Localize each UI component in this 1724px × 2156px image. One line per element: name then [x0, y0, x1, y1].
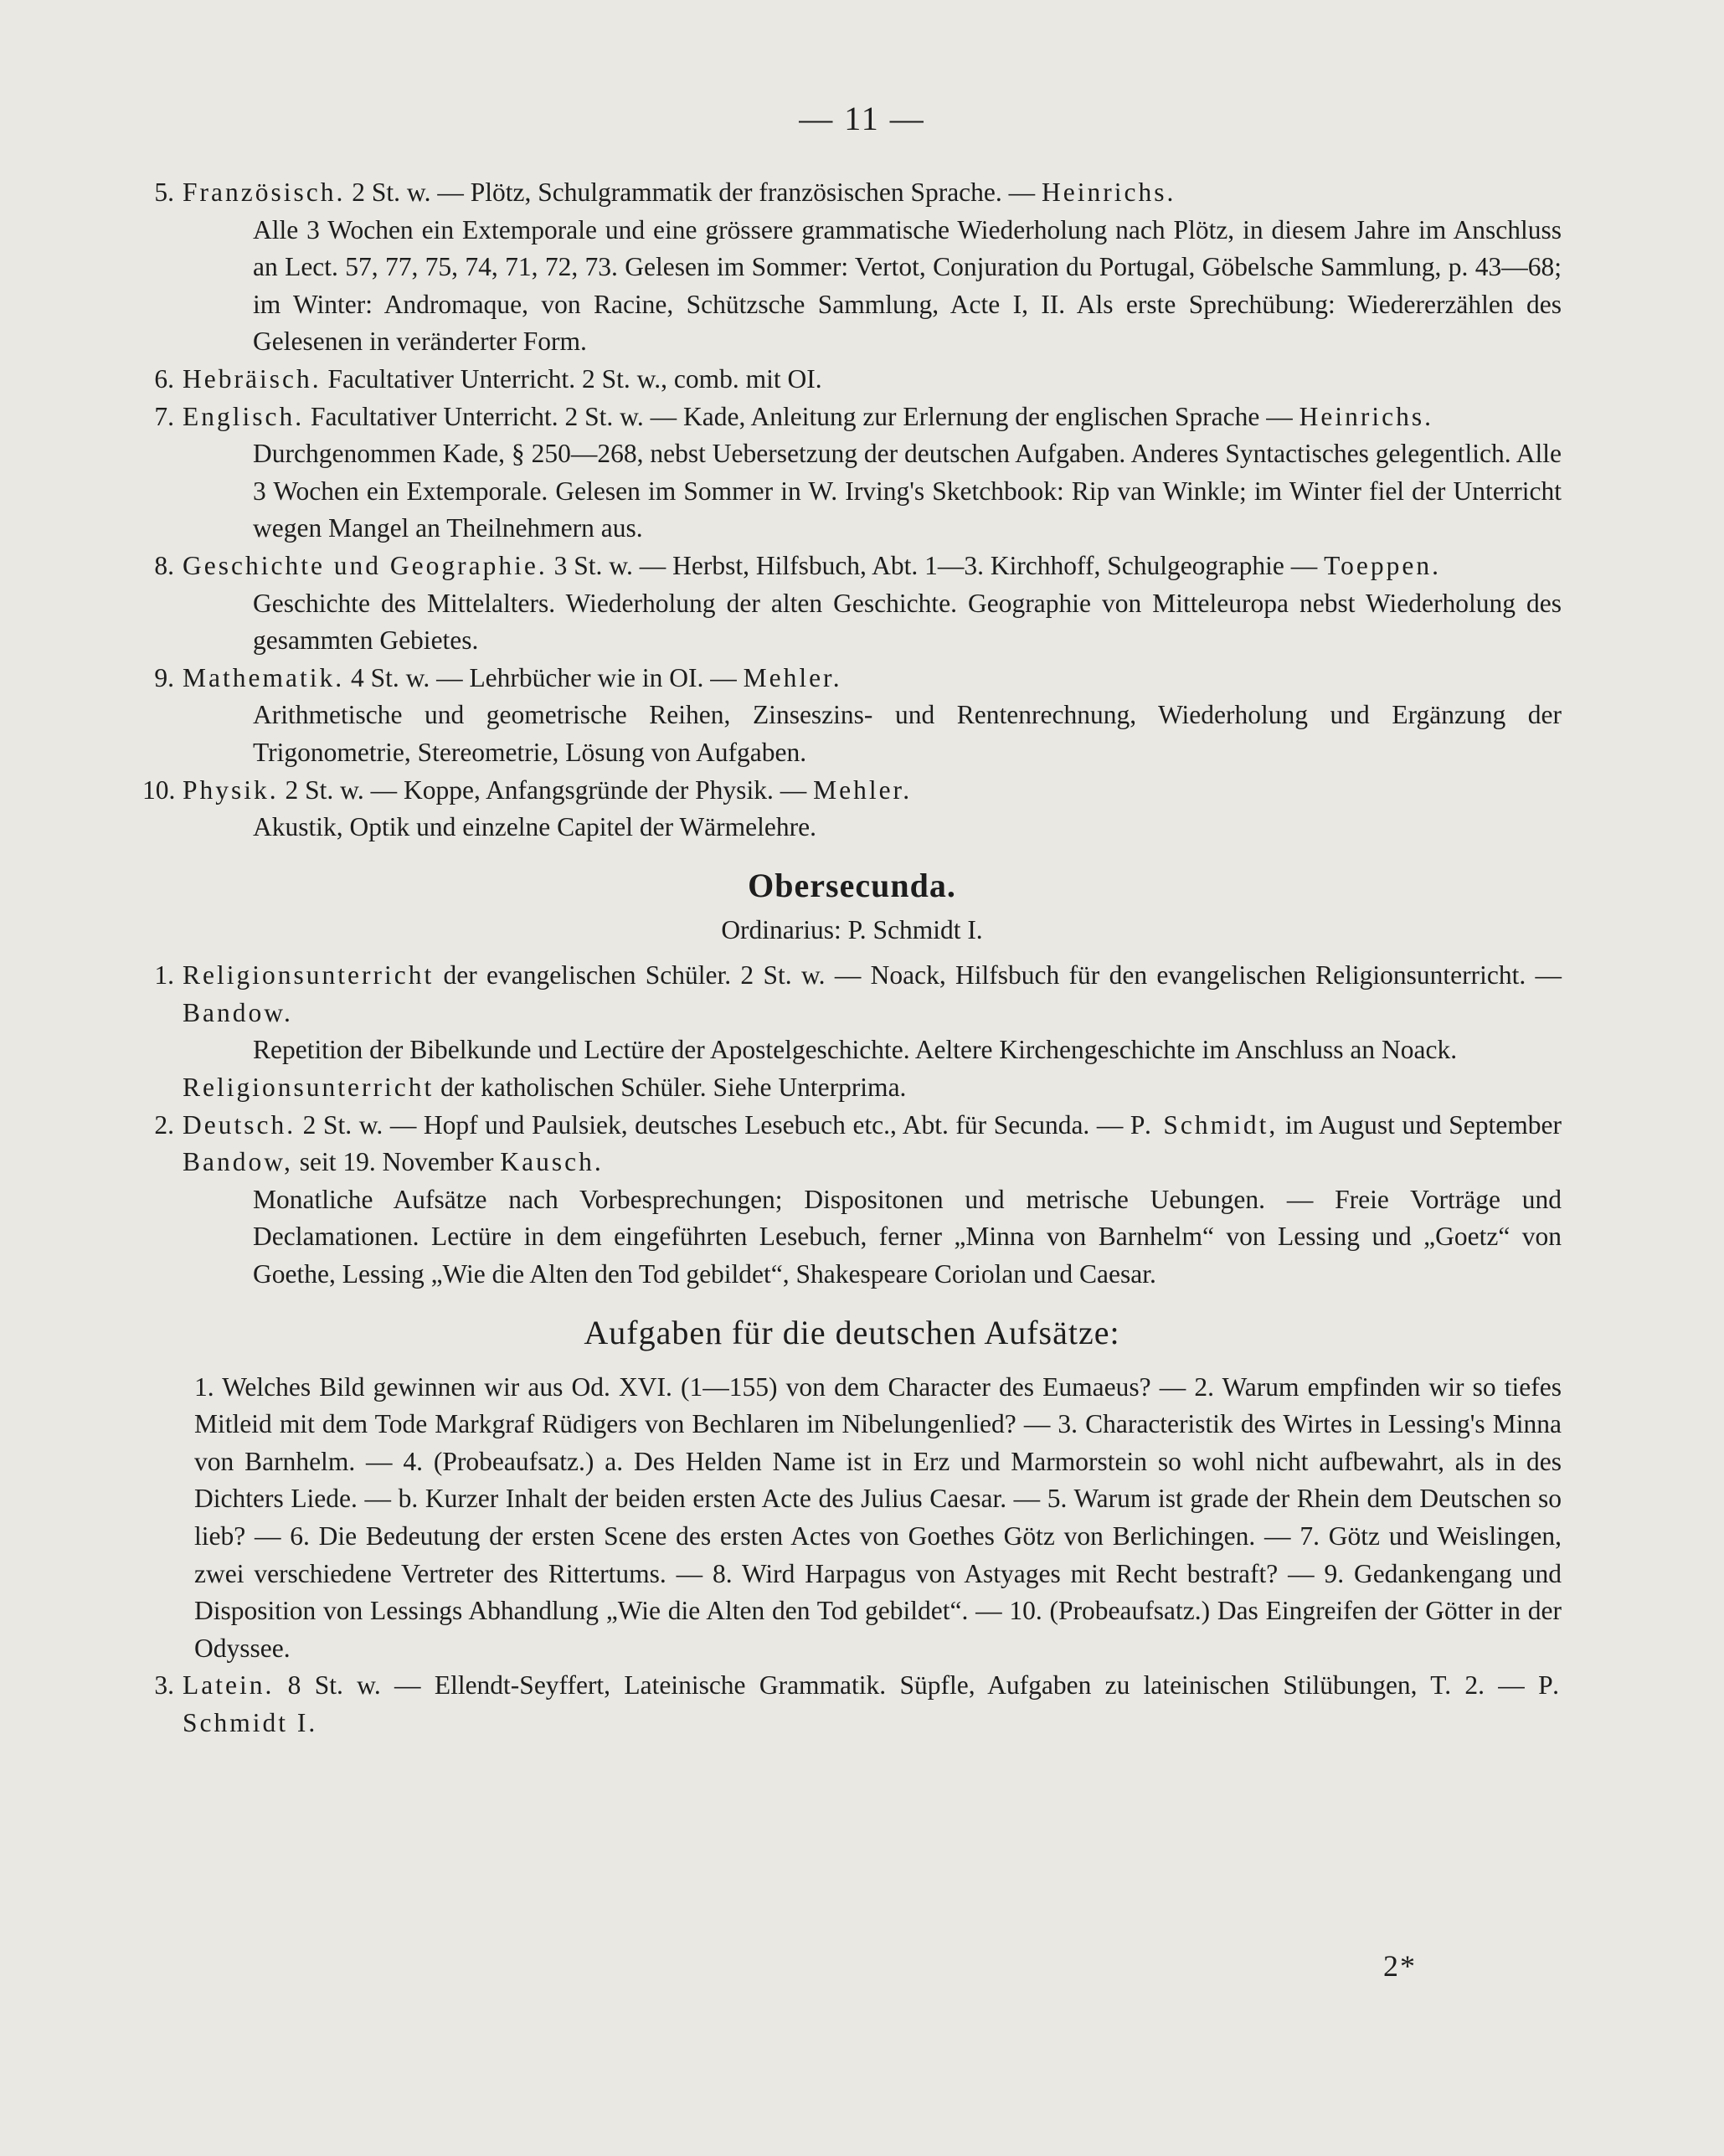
entry-number: 1.	[154, 960, 174, 991]
subject-info: 2 St. w. — Koppe, Anfangsgründe der Physik. —	[285, 774, 807, 805]
subject-title: Physik.	[183, 774, 279, 805]
subject-entry-mathematik	[142, 660, 1562, 772]
page-number: — 11 —	[799, 100, 925, 137]
entry-number: 3.	[154, 1670, 174, 1701]
catholic-religion-line	[183, 1069, 1562, 1107]
teacher-name: Heinrichs.	[1042, 178, 1176, 207]
essay-topics-text: 1. Welches Bild gewinnen wir aus Od. XVI. (1—155) von dem Character des Eumaeus? — 2. Warum empfinden wir so tiefes Mitleid mit dem Tode Markgraf Rüdigers von Bechlaren im Nibelungenlied? — 3. Characteristik des Wirtes in Lessing's Minna von Barnhelm. — 4. (Probeaufsatz.) a. Des Helden Name ist in Erz und Marmorstein so wohl nicht aufbewahrt, als in des Dichters Liede. — b. Kurzer Inhalt der beiden ersten Acte des Julius Caesar. — 5. Warum ist grade der Rhein dem Deutschen so lieb? — 6. Die Bedeutung der ersten Scene des ersten Actes von Goethes Götz von Berlichingen. — 7. Götz und Weislingen, zwei verschiedene Vertreter des Rittertums. — 8. Wird Harpagus von Astyages mit Recht bestraft? — 9. Gedankengang und Disposition von Lessings Abhandlung „Wie die Alten den Tod gebildet“. — 10. (Probeaufsatz.) Das Eingreifen der Götter in der Odyssee.	[194, 1371, 1562, 1663]
subject-title: Französisch.	[183, 178, 346, 207]
subject-entry-englisch	[142, 399, 1562, 548]
subject-info: Facultativer Unterricht. 2 St. w. — Kade, Anleitung zur Erlernung der englischen Sprache —	[311, 401, 1293, 431]
page-body	[142, 174, 1562, 1742]
subject-info: 8 St. w. — Ellendt-Seyffert, Lateinische Grammatik. Süpfle, Aufgaben zu lateinischen Stilübungen, T. 2. —	[287, 1670, 1525, 1701]
entry-number: 7.	[154, 401, 174, 431]
teacher-name: Mehler.	[813, 774, 913, 805]
subject-detail: Alle 3 Wochen ein Extemporale und eine grössere grammatische Wiederholung nach Plötz, in diesem Jahre im Anschluss an Lect. 57, 77, 75, 74, 71, 72, 73. Gelesen im Sommer: Vertot, Conjuration du Portugal, Göbelsche Sammlung, p. 43—68; im Winter: Andromaque, von Racine, Schützsche Sammlung, Acte I, II. Als erste Sprechübung: Wiedererzählen des Gelesenen in veränderter Form.	[253, 214, 1562, 357]
signature-mark: 2*	[1383, 1949, 1417, 1983]
subject-detail: Akustik, Optik und einzelne Capitel der Wärmelehre.	[253, 812, 816, 842]
subject-entry-deutsch	[142, 1107, 1562, 1294]
subject-info: der katholischen Schüler. Siehe Unterprima.	[440, 1073, 907, 1103]
entry-number: 10.	[142, 774, 176, 805]
subject-title: Mathematik.	[183, 662, 345, 692]
entry-number: 2.	[154, 1109, 174, 1140]
subject-detail: Arithmetische und geometrische Reihen, Zinseszins- und Rentenrechnung, Wiederholung und Ergänzung der Trigonometrie, Stereometrie, Lösung von Aufgaben.	[253, 700, 1562, 767]
teacher-name: Toeppen.	[1324, 550, 1442, 580]
subject-detail: Repetition der Bibelkunde und Lectüre der Apostelgeschichte. Aeltere Kirchengeschichte im Anschluss an Noack.	[253, 1035, 1458, 1065]
teacher-name: Heinrichs.	[1299, 401, 1433, 431]
subject-title: Latein.	[183, 1670, 275, 1701]
subject-detail: Durchgenommen Kade, § 250—268, nebst Uebersetzung der deutschen Aufgaben. Anderes Syntactisches gelegentlich. Alle 3 Wochen ein Extemporale. Gelesen im Sommer in W. Irving's Sketchbook: Rip van Winkle; im Winter fiel der Unterricht wegen Mangel an Theilnehmern aus.	[253, 439, 1562, 543]
entry-number: 8.	[154, 550, 174, 580]
subject-detail: Geschichte des Mittelalters. Wiederholung der alten Geschichte. Geographie von Mitteleuropa nebst Wiederholung des gesammten Gebietes.	[253, 588, 1562, 656]
subject-info: 3 St. w. — Herbst, Hilfsbuch, Abt. 1—3. Kirchhoff, Schulgeographie —	[553, 550, 1318, 580]
subject-title: Religionsunterricht	[183, 960, 435, 991]
teacher-name: Kausch.	[500, 1147, 604, 1177]
subject-entry-religion	[142, 957, 1562, 1106]
entry-number: 5.	[154, 178, 174, 207]
teacher-name: Bandow.	[183, 997, 293, 1027]
subject-title: Geschichte und Geographie.	[183, 550, 548, 580]
teacher-name: Mehler.	[743, 662, 842, 692]
subject-entry-hebraeisch	[142, 361, 1562, 399]
subject-entry-latein	[142, 1667, 1562, 1742]
entry-number: 9.	[154, 662, 174, 692]
subject-info: 2 St. w. — Hopf und Paulsiek, deutsches Lesebuch etc., Abt. für Secunda. —	[302, 1109, 1124, 1140]
subject-entry-franzoesisch	[142, 174, 1562, 361]
subject-entry-geschichte	[142, 548, 1562, 660]
subject-entry-physik	[142, 772, 1562, 846]
subject-info: der evangelischen Schüler. 2 St. w. — Noack, Hilfsbuch für den evangelischen Religionsunterricht. —	[443, 960, 1562, 991]
subject-title: Hebräisch.	[183, 363, 322, 394]
entry-number: 6.	[154, 363, 174, 394]
subject-title: Religionsunterricht	[183, 1073, 435, 1103]
class-heading: Obersecunda.	[748, 866, 956, 904]
subject-title: Deutsch.	[183, 1109, 296, 1140]
subject-info: Facultativer Unterricht. 2 St. w., comb. mit OI.	[327, 363, 822, 394]
subject-info: 4 St. w. — Lehrbücher wie in OI. —	[350, 662, 737, 692]
subject-detail: Monatliche Aufsätze nach Vorbesprechungen; Dispositonen und metrische Uebungen. — Freie Vorträge und Declamationen. Lectüre in dem eingeführten Lesebuch, ferner „Minna von Barnhelm“ von Lessing und „Goetz“ von Goethe, Lessing „Wie die Alten den Tod gebildet“, Shakespeare Coriolan und Caesar.	[253, 1184, 1562, 1289]
teacher-name: Bandow,	[183, 1147, 293, 1177]
subject-info: 2 St. w. — Plötz, Schulgrammatik der französischen Sprache. —	[352, 178, 1036, 207]
subject-info: im August und September	[1284, 1109, 1562, 1140]
subject-info: seit 19. November	[299, 1147, 494, 1177]
teacher-name: P. Schmidt I.	[183, 1670, 1562, 1737]
essay-topics-title: Aufgaben für die deutschen Aufsätze:	[584, 1313, 1120, 1351]
teacher-name: P. Schmidt,	[1130, 1109, 1279, 1140]
subject-title: Englisch.	[183, 401, 305, 431]
ordinarius-line: Ordinarius: P. Schmidt I.	[721, 914, 983, 944]
